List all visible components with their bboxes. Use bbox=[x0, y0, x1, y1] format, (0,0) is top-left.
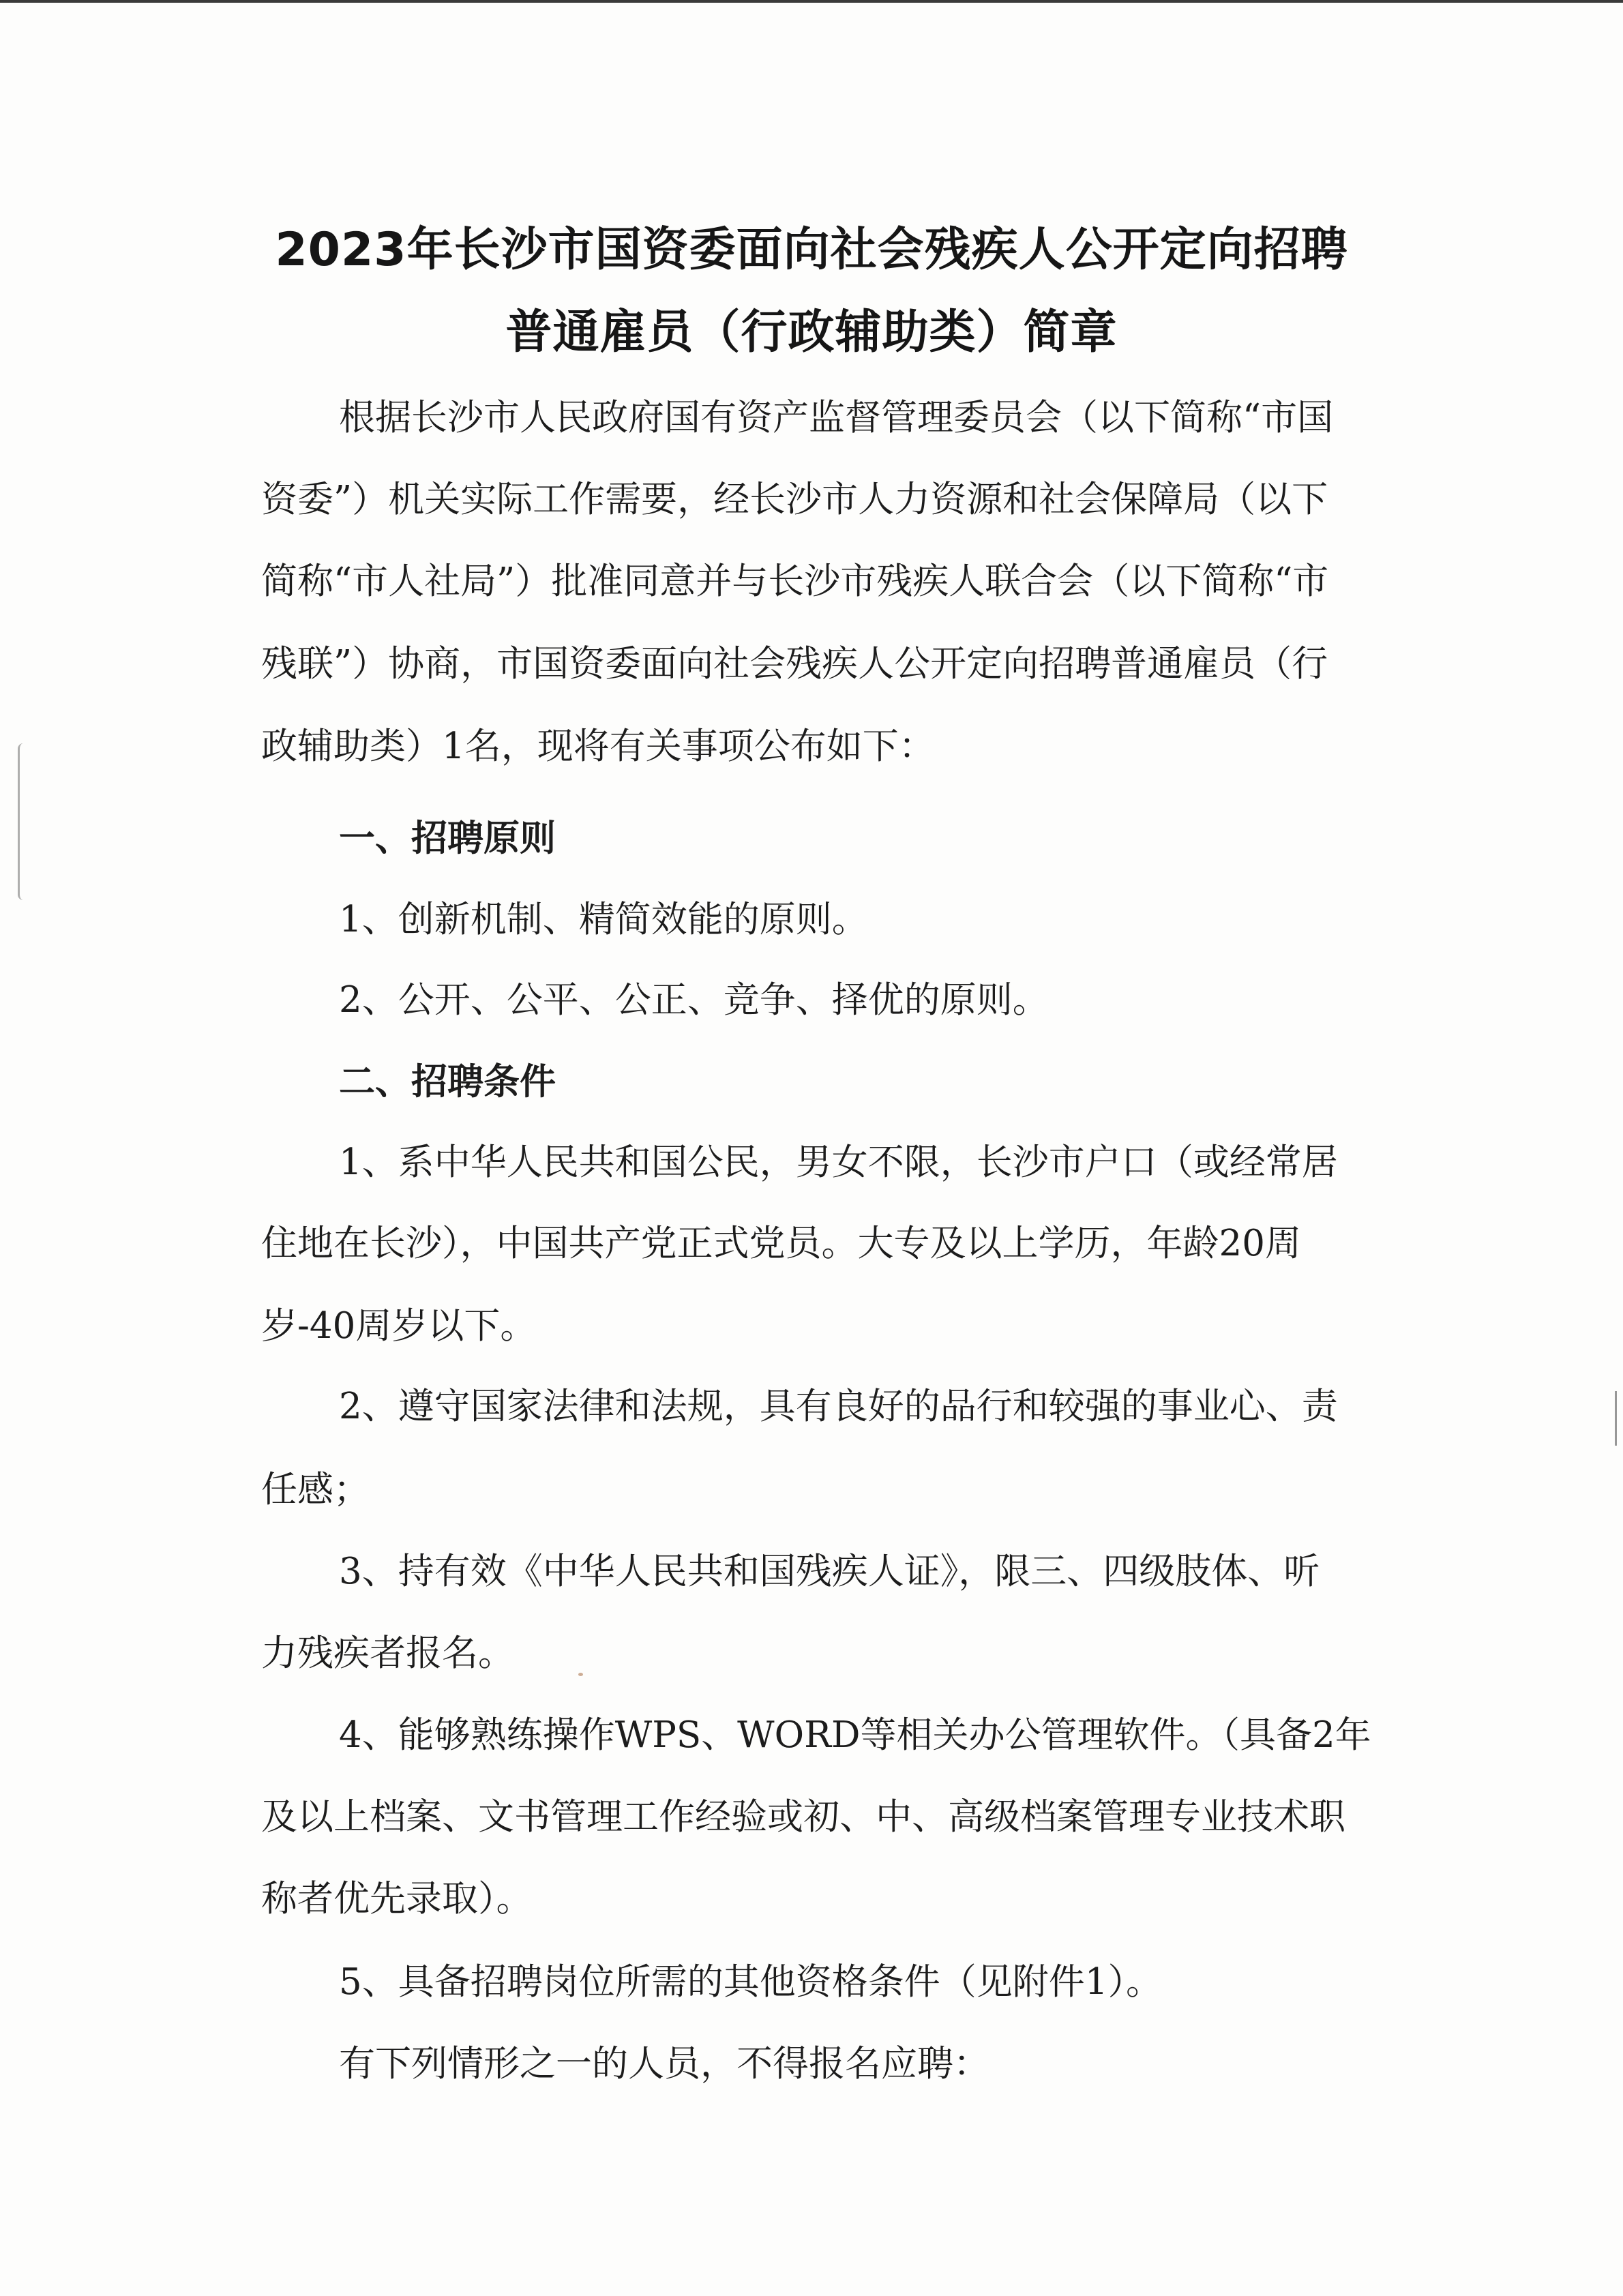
scan-speck bbox=[578, 1673, 583, 1676]
intro-text: 资委”）机关实际工作需要，经长沙市人力资源和社会保障局（以下 bbox=[261, 479, 1328, 520]
scan-margin-mark bbox=[18, 743, 23, 900]
condition-text: 岁-40周岁以下。 bbox=[261, 1305, 537, 1347]
condition-text: 及以上档案、文书管理工作经验或初、中、高级档案管理专业技术职 bbox=[261, 1796, 1345, 1838]
condition-text: 4、能够熟练操作WPS、WORD等相关办公管理软件。（具备2年 bbox=[339, 1714, 1371, 1756]
condition-text: 5、具备招聘岗位所需的其他资格条件（见附件1）。 bbox=[339, 1961, 1162, 2003]
condition-text: 称者优先录取）。 bbox=[261, 1878, 533, 1920]
document-title-line-1: 2023年长沙市国资委面向社会残疾人公开定向招聘 bbox=[275, 223, 1348, 277]
principle-item: 1、创新机制、精简效能的原则。 bbox=[339, 899, 868, 940]
intro-text: 政辅助类）1名，现将有关事项公布如下： bbox=[261, 726, 935, 767]
intro-text: 残联”）协商，市国资委面向社会残疾人公开定向招聘普通雇员（行 bbox=[261, 643, 1328, 685]
principle-item: 2、公开、公平、公正、竞争、择优的原则。 bbox=[339, 979, 1049, 1021]
condition-text: 1、系中华人民共和国公民，男女不限，长沙市户口（或经常居 bbox=[339, 1142, 1338, 1183]
scan-right-mark bbox=[1615, 1391, 1617, 1446]
scan-top-edge bbox=[0, 0, 1623, 3]
condition-text: 2、遵守国家法律和法规，具有良好的品行和较强的事业心、责 bbox=[339, 1386, 1338, 1427]
intro-text: 简称“市人社局”）批准同意并与长沙市残疾人联合会（以下简称“市 bbox=[261, 561, 1329, 602]
section-2-heading: 二、招聘条件 bbox=[339, 1061, 556, 1103]
condition-text: 3、持有效《中华人民共和国残疾人证》，限三、四级肢体、听 bbox=[339, 1551, 1320, 1592]
condition-text: 住地在长沙），中国共产党正式党员。大专及以上学历，年龄20周 bbox=[261, 1223, 1301, 1264]
condition-text: 任感； bbox=[261, 1469, 370, 1510]
condition-text: 有下列情形之一的人员，不得报名应聘： bbox=[339, 2043, 989, 2085]
section-1-heading: 一、招聘原则 bbox=[339, 818, 556, 859]
condition-text: 力残疾者报名。 bbox=[261, 1632, 514, 1674]
document-title-line-2: 普通雇员（行政辅助类）简章 bbox=[505, 305, 1118, 359]
intro-text: 根据长沙市人民政府国有资产监督管理委员会（以下简称“市国 bbox=[339, 397, 1334, 438]
